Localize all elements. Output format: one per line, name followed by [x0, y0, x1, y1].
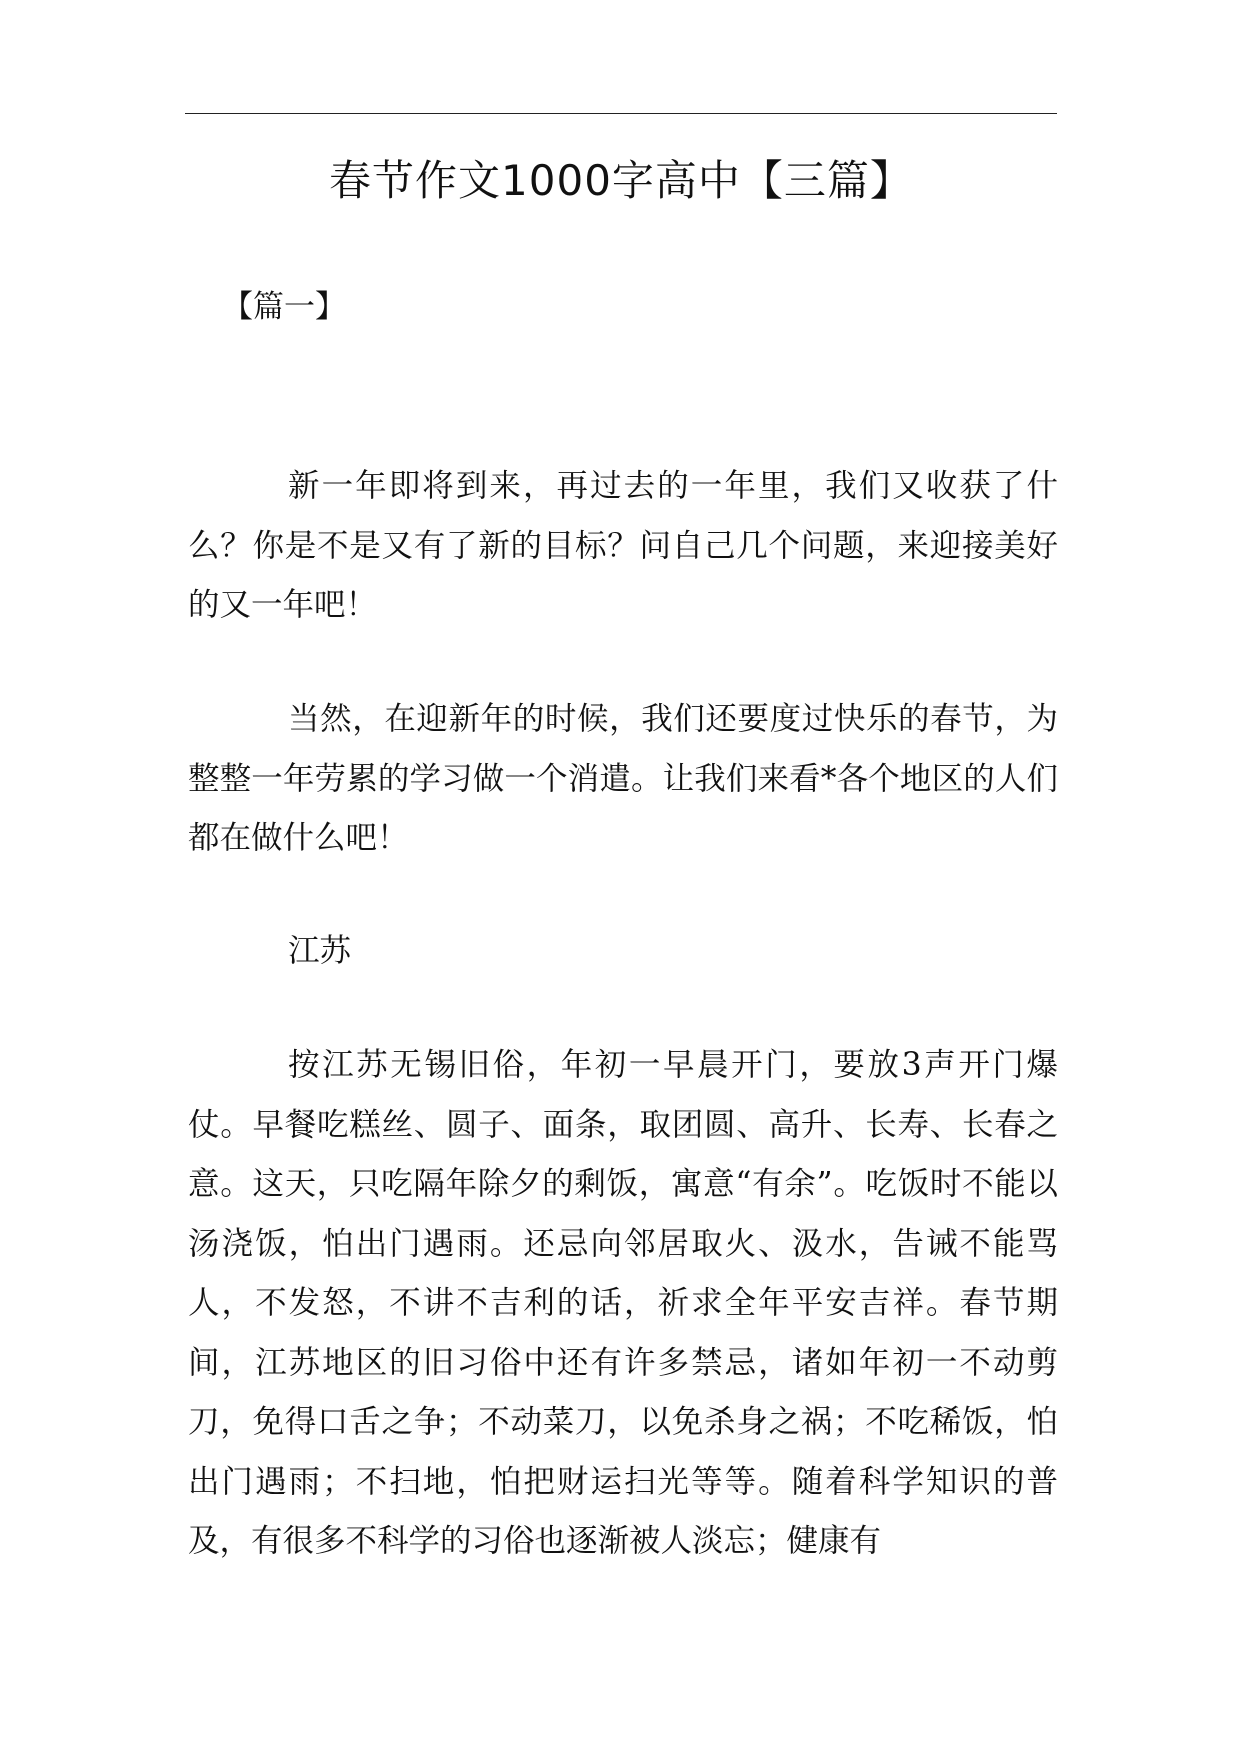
paragraph-spring-festival: 当然，在迎新年的时候，我们还要度过快乐的春节，为整整一年劳累的学习做一个消遣。让我们来看*各个地区的人们都在做什么吧！: [188, 701, 1058, 856]
paragraph-intro: 新一年即将到来，再过去的一年里，我们又收获了什么？你是不是又有了新的目标？问自己几个问题，来迎接美好的又一年吧！: [188, 468, 1058, 623]
paragraph-jiangsu-customs: 按江苏无锡旧俗，年初一早晨开门，要放3声开门爆仗。早餐吃糕丝、圆子、面条，取团圆、高升、长寿、长春之意。这天，只吃隔年除夕的剩饭，寓意“有余”。吃饭时不能以汤浇饭，怕出门遇雨。还忌向邻居取火、汲水，告诫不能骂人，不发怒，不讲不吉利的话，祈求全年平安吉祥。春节期间，江苏地区的旧习俗中还有许多禁忌，诸如年初一不动剪刀，免得口舌之争；不动菜刀，以免杀身之祸；不吃稀饭，怕出门遇雨；不扫地，怕把财运扫光等等。随着科学知识的普及，有很多不科学的习俗也逐渐被人淡忘；健康有: [188, 1047, 1058, 1559]
document-title: 春节作文1000字高中【三篇】: [329, 156, 913, 205]
paragraph-region-heading: 江苏: [288, 933, 352, 969]
section-label: 【篇一】: [222, 289, 346, 325]
header-rule: [185, 113, 1057, 114]
